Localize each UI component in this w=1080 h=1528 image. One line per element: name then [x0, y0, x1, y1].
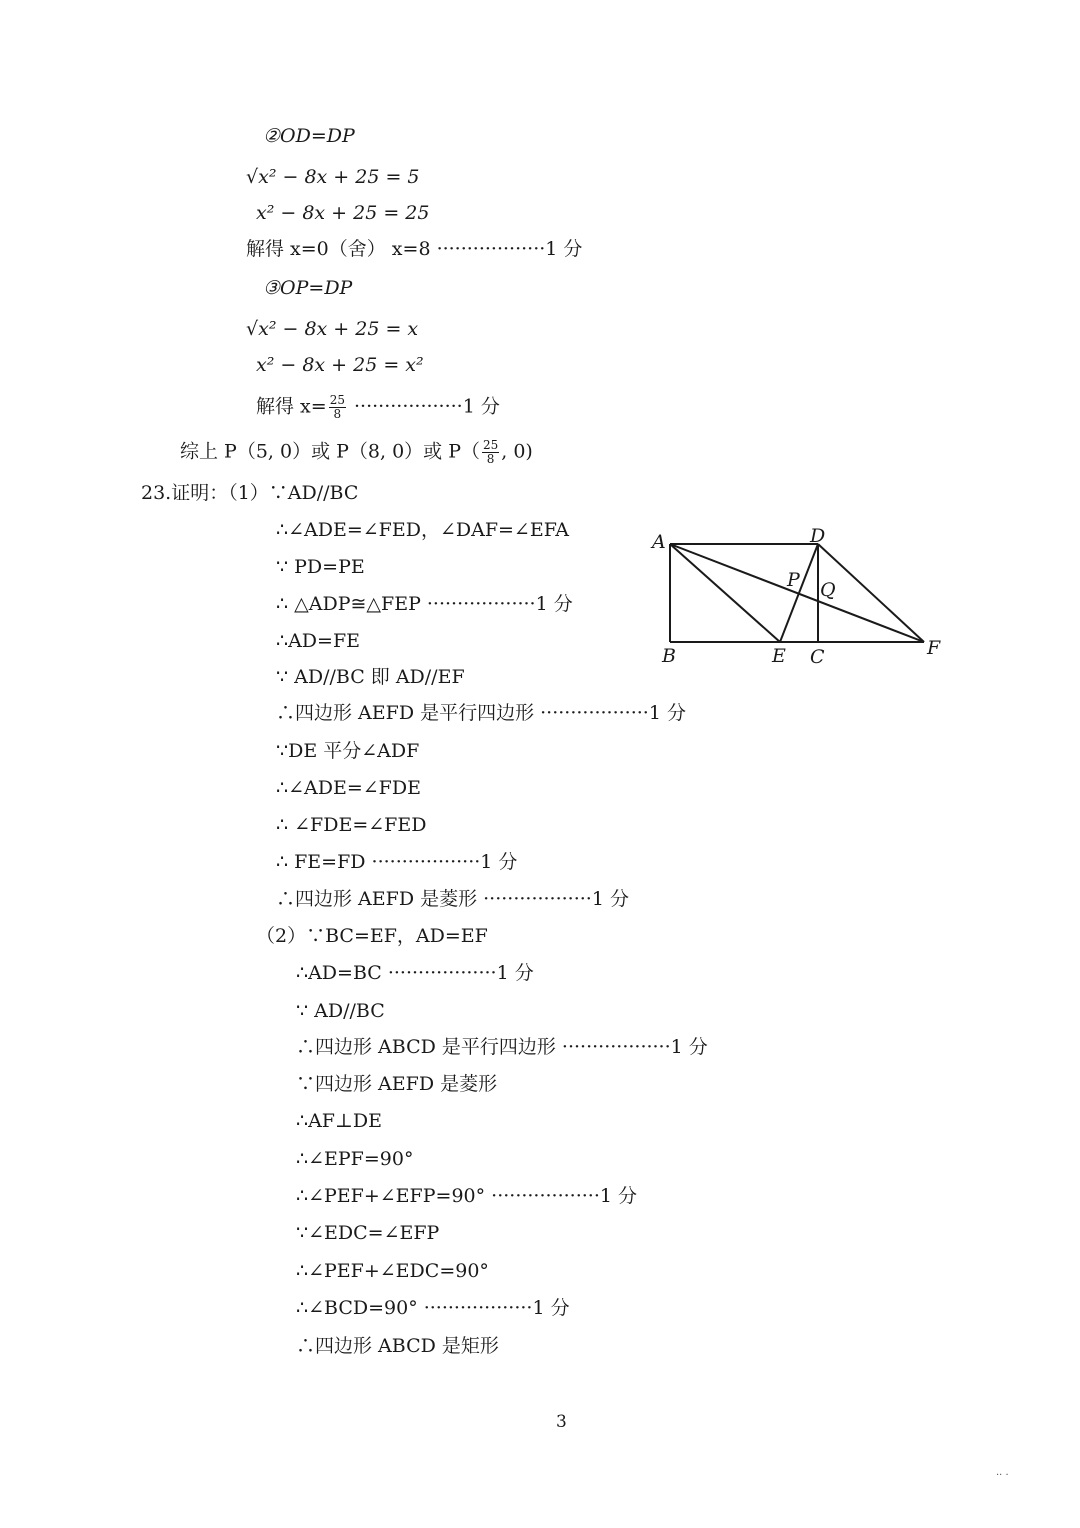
- proof-line-2: ∵ PD=PE: [276, 556, 365, 578]
- proof-line-8: ∴∠ADE=∠FDE: [276, 777, 421, 799]
- line-square-eq-x2: x² − 8x + 25 = x²: [256, 354, 424, 376]
- part2-line-11: ∴四边形 ABCD 是矩形: [296, 1335, 499, 1357]
- label-e: E: [772, 645, 786, 667]
- fraction-denominator: 8: [333, 407, 342, 421]
- part2-line-7: ∴∠PEF+∠EFP=90° ··················1 分: [296, 1185, 637, 1207]
- label-p: P: [787, 569, 800, 591]
- label-f: F: [927, 637, 941, 659]
- line-sqrt-eq-5: √x² − 8x + 25 = 5: [246, 166, 420, 188]
- segment-de: [780, 544, 818, 642]
- label-q: Q: [820, 579, 836, 601]
- label-c: C: [810, 646, 825, 668]
- line-solve-x25-8: [256, 394, 500, 421]
- summary-fraction-numerator: 25: [482, 438, 499, 452]
- part2-line-1: ∴AD=BC ··················1 分: [296, 962, 534, 984]
- segment-ae: [670, 544, 780, 642]
- proof-line-6: ∴四边形 AEFD 是平行四边形 ··················1 分: [276, 702, 686, 724]
- part2-line-8: ∵∠EDC=∠EFP: [296, 1222, 440, 1244]
- part2-line-9: ∴∠PEF+∠EDC=90°: [296, 1260, 489, 1282]
- segment-af: [670, 544, 924, 642]
- part-2-heading: （2）∵BC=EF，AD=EF: [256, 925, 488, 947]
- label-b: B: [662, 645, 676, 667]
- part2-line-5: ∴AF⊥DE: [296, 1110, 382, 1132]
- part2-line-3: ∴四边形 ABCD 是平行四边形 ··················1 分: [296, 1036, 708, 1058]
- summary-fraction-denominator: 8: [486, 452, 495, 466]
- proof-line-7: ∵DE 平分∠ADF: [276, 740, 420, 762]
- label-a: A: [652, 531, 666, 553]
- corner-mark: ·· ·: [996, 1470, 1009, 1481]
- summary-suffix: , 0): [501, 440, 533, 463]
- summary-fraction: [482, 439, 499, 466]
- proof-line-10: ∴ FE=FD ··················1 分: [276, 851, 518, 873]
- proof-line-11: ∴四边形 AEFD 是菱形 ··················1 分: [276, 888, 629, 910]
- part2-line-4: ∵四边形 AEFD 是菱形: [296, 1073, 498, 1095]
- problem-23-heading: 23.证明：（1）∵AD//BC: [141, 482, 359, 504]
- part2-line-2: ∵ AD//BC: [296, 1000, 385, 1022]
- part2-line-10: ∴∠BCD=90° ··················1 分: [296, 1297, 570, 1319]
- fraction-numerator: 25: [329, 393, 345, 407]
- fraction-25-8: [329, 394, 346, 421]
- proof-line-9: ∴ ∠FDE=∠FED: [276, 814, 427, 836]
- line-summary: [180, 439, 533, 466]
- line-solve-x8: 解得 x=0（舍） x=8 ··················1 分: [246, 238, 583, 260]
- proof-line-4: ∴AD=FE: [276, 630, 361, 652]
- page-number: 3: [556, 1412, 567, 1432]
- part2-line-6: ∴∠EPF=90°: [296, 1148, 414, 1170]
- line-od-dp: ②OD=DP: [263, 125, 355, 147]
- line-op-dp: ③OP=DP: [263, 277, 353, 299]
- proof-line-5: ∵ AD//BC 即 AD//EF: [276, 666, 465, 688]
- label-d: D: [810, 525, 826, 547]
- line-square-eq-25: x² − 8x + 25 = 25: [256, 202, 430, 224]
- score-dots: ··················1 分: [347, 395, 500, 418]
- proof-line-3: ∴ △ADP≅△FEP ··················1 分: [276, 593, 573, 615]
- proof-line-1: ∴∠ADE=∠FED，∠DAF=∠EFA: [276, 519, 569, 541]
- line-sqrt-eq-x: √x² − 8x + 25 = x: [246, 318, 419, 340]
- summary-prefix: 综上 P（5, 0）或 P（8, 0）或 P（: [180, 440, 480, 463]
- solve-prefix: 解得 x=: [256, 395, 327, 418]
- geometry-figure: [640, 520, 960, 670]
